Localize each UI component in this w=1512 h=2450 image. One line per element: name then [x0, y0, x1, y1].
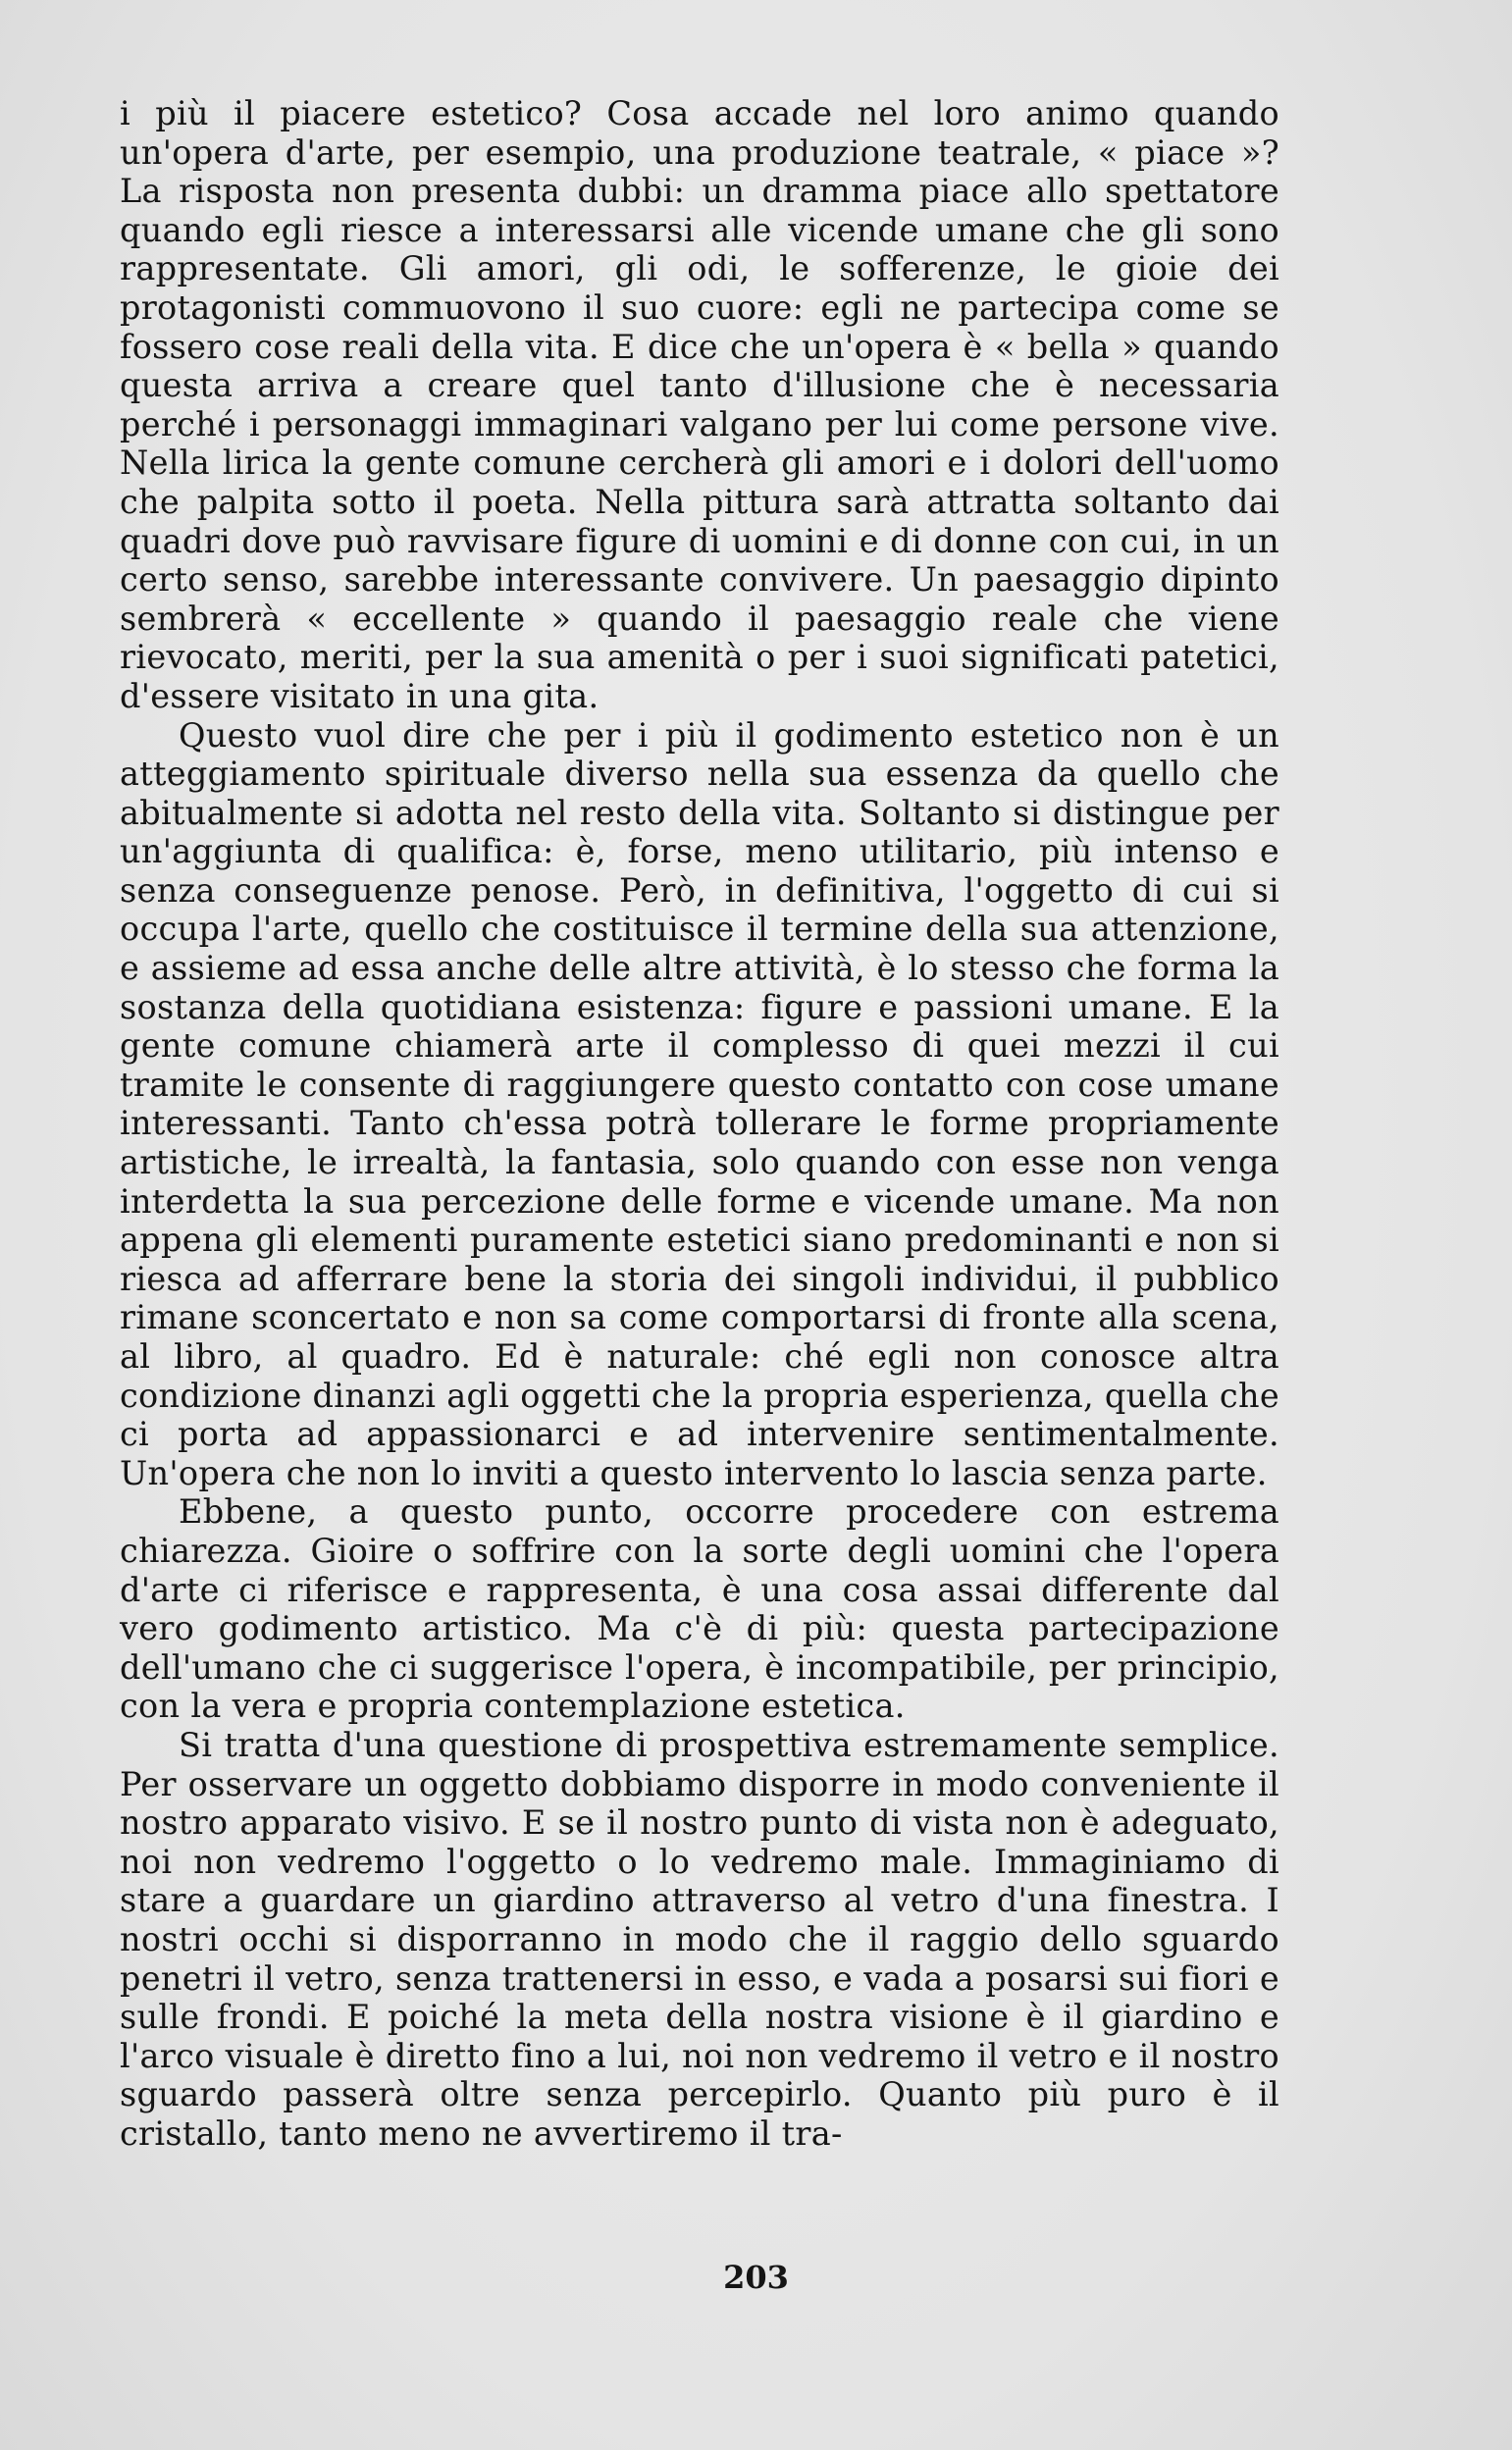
page-number: 203: [723, 2259, 789, 2296]
paragraph-3: Ebbene, a questo punto, occorre procedere con estrema chiarezza. Gioire o soffrire con la sorte degli uomini che l'opera d'arte ci riferisce e rappresenta, è una cosa assai differente dal vero godimento artistico. Ma c'è di più: questa partecipazione dell'umano che ci suggerisce l'opera, è incompatibile, per principio, con la vera e propria contemplazione estetica.: [120, 1492, 1279, 1726]
body-text: [120, 94, 1279, 2153]
paragraph-4: Si tratta d'una questione di prospettiva estremamente semplice. Per osservare un oggetto dobbiamo disporre in modo conveniente il nostro apparato visivo. E se il nostro punto di vista non è adeguato, noi non vedremo l'oggetto o lo vedremo male. Immaginiamo di stare a guardare un giardino attraverso al vetro d'una finestra. I nostri occhi si disporranno in modo che il raggio dello sguardo penetri il vetro, senza trattenersi in esso, e vada a posarsi sui fiori e sulle frondi. E poiché la meta della nostra visione è il giardino e l'arco visuale è diretto fino a lui, noi non vedremo il vetro e il nostro sguardo passerà oltre senza percepirlo. Quanto più puro è il cristallo, tanto meno ne avvertiremo il tra-: [120, 1725, 1279, 2153]
paragraph-2: Questo vuol dire che per i più il godimento estetico non è un atteggiamento spirituale diverso nella sua essenza da quello che abitualmente si adotta nel resto della vita. Soltanto si distingue per un'aggiunta di qualifica: è, forse, meno utilitario, più intenso e senza conseguenze penose. Però, in definitiva, l'oggetto di cui si occupa l'arte, quello che costituisce il termine della sua attenzione, e assieme ad essa anche delle altre attività, è lo stesso che forma la sostanza della quotidiana esistenza: figure e passioni umane. E la gente comune chiamerà arte il complesso di quei mezzi il cui tramite le consente di raggiungere questo contatto con cose umane interessanti. Tanto ch'essa potrà tollerare le forme propriamente artistiche, le irrealtà, la fantasia, solo quando con esse non venga interdetta la sua percezione delle forme e vicende umane. Ma non appena gli elementi puramente estetici siano predominanti e non si riesca ad afferrare bene la storia dei singoli individui, il pubblico rimane sconcertato e non sa come comportarsi di fronte alla scena, al libro, al quadro. Ed è naturale: ché egli non conosce altra condizione dinanzi agli oggetti che la propria esperienza, quella che ci porta ad appassionarci e ad intervenire sentimentalmente. Un'opera che non lo inviti a questo intervento lo lascia senza parte.: [120, 715, 1279, 1492]
paragraph-1: i più il piacere estetico? Cosa accade nel loro animo quando un'opera d'arte, per esempio, una produzione teatrale, « piace »? La risposta non presenta dubbi: un dramma piace allo spettatore quando egli riesce a interessarsi alle vicende umane che gli sono rappresentate. Gli amori, gli odi, le sofferenze, le gioie dei protagonisti commuovono il suo cuore: egli ne partecipa come se fossero cose reali della vita. E dice che un'opera è « bella » quando questa arriva a creare quel tanto d'illusione che è necessaria perché i personaggi immaginari valgano per lui come persone vive. Nella lirica la gente comune cercherà gli amori e i dolori dell'uomo che palpita sotto il poeta. Nella pittura sarà attratta soltanto dai quadri dove può ravvisare figure di uomini e di donne con cui, in un certo senso, sarebbe interessante convivere. Un paesaggio dipinto sembrerà « eccellente » quando il paesaggio reale che viene rievocato, meriti, per la sua amenità o per i suoi significati patetici, d'essere visitato in una gita.: [120, 94, 1279, 715]
